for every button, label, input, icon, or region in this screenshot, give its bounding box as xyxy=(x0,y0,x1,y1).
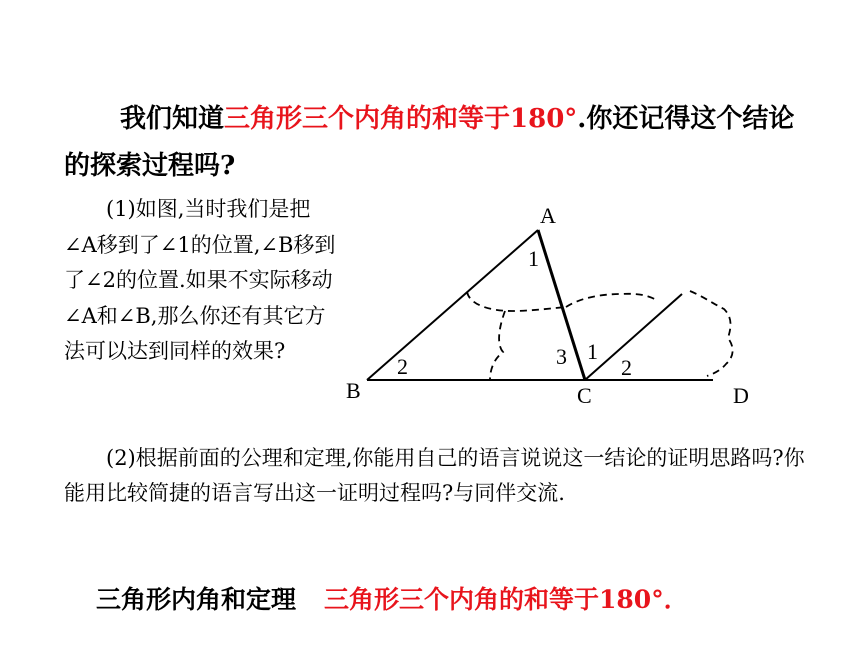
cut-angle-1 xyxy=(566,294,658,307)
theorem-line xyxy=(96,580,689,616)
intro-line-2: 的探索过程吗? xyxy=(64,151,236,181)
theorem-name: 三角形内角和定理 xyxy=(96,585,297,614)
question-1: (1)如图,当时我们是把∠A移到了∠1的位置,∠B移到了∠2的位置.如果不实际移动∠A和∠B,那么你还有其它方法可以达到同样的效果? xyxy=(64,197,336,363)
angle-label-2-left: 2 xyxy=(397,354,408,379)
theorem-statement: 三角形三个内角的和等于180°． xyxy=(324,585,689,614)
question-2: (2)根据前面的公理和定理,你能用自己的语言说说这一结论的证明思路吗?你能用比较简捷的语言写出这一证明过程吗?与同伴交流. xyxy=(64,446,805,505)
label-c: C xyxy=(577,383,592,408)
angle-label-3: 3 xyxy=(556,344,567,369)
angle-label-1-top: 1 xyxy=(528,246,539,271)
intro-prefix: 我们知道 xyxy=(120,104,225,134)
side-ab xyxy=(367,230,538,380)
intro-highlight: 三角形三个内角的和等于180° xyxy=(224,104,578,134)
cut-angle-2 xyxy=(690,291,733,376)
label-a: A xyxy=(540,203,556,228)
angle-label-1-mid: 1 xyxy=(587,339,598,364)
intro-suffix: .你还记得这个结论 xyxy=(577,104,795,134)
parallel-ce xyxy=(585,294,682,380)
label-b: B xyxy=(346,378,361,403)
label-d: D xyxy=(733,383,749,408)
cut-angle-b xyxy=(490,311,505,380)
cut-angle-a xyxy=(467,292,566,311)
angle-label-2-right: 2 xyxy=(621,355,632,380)
